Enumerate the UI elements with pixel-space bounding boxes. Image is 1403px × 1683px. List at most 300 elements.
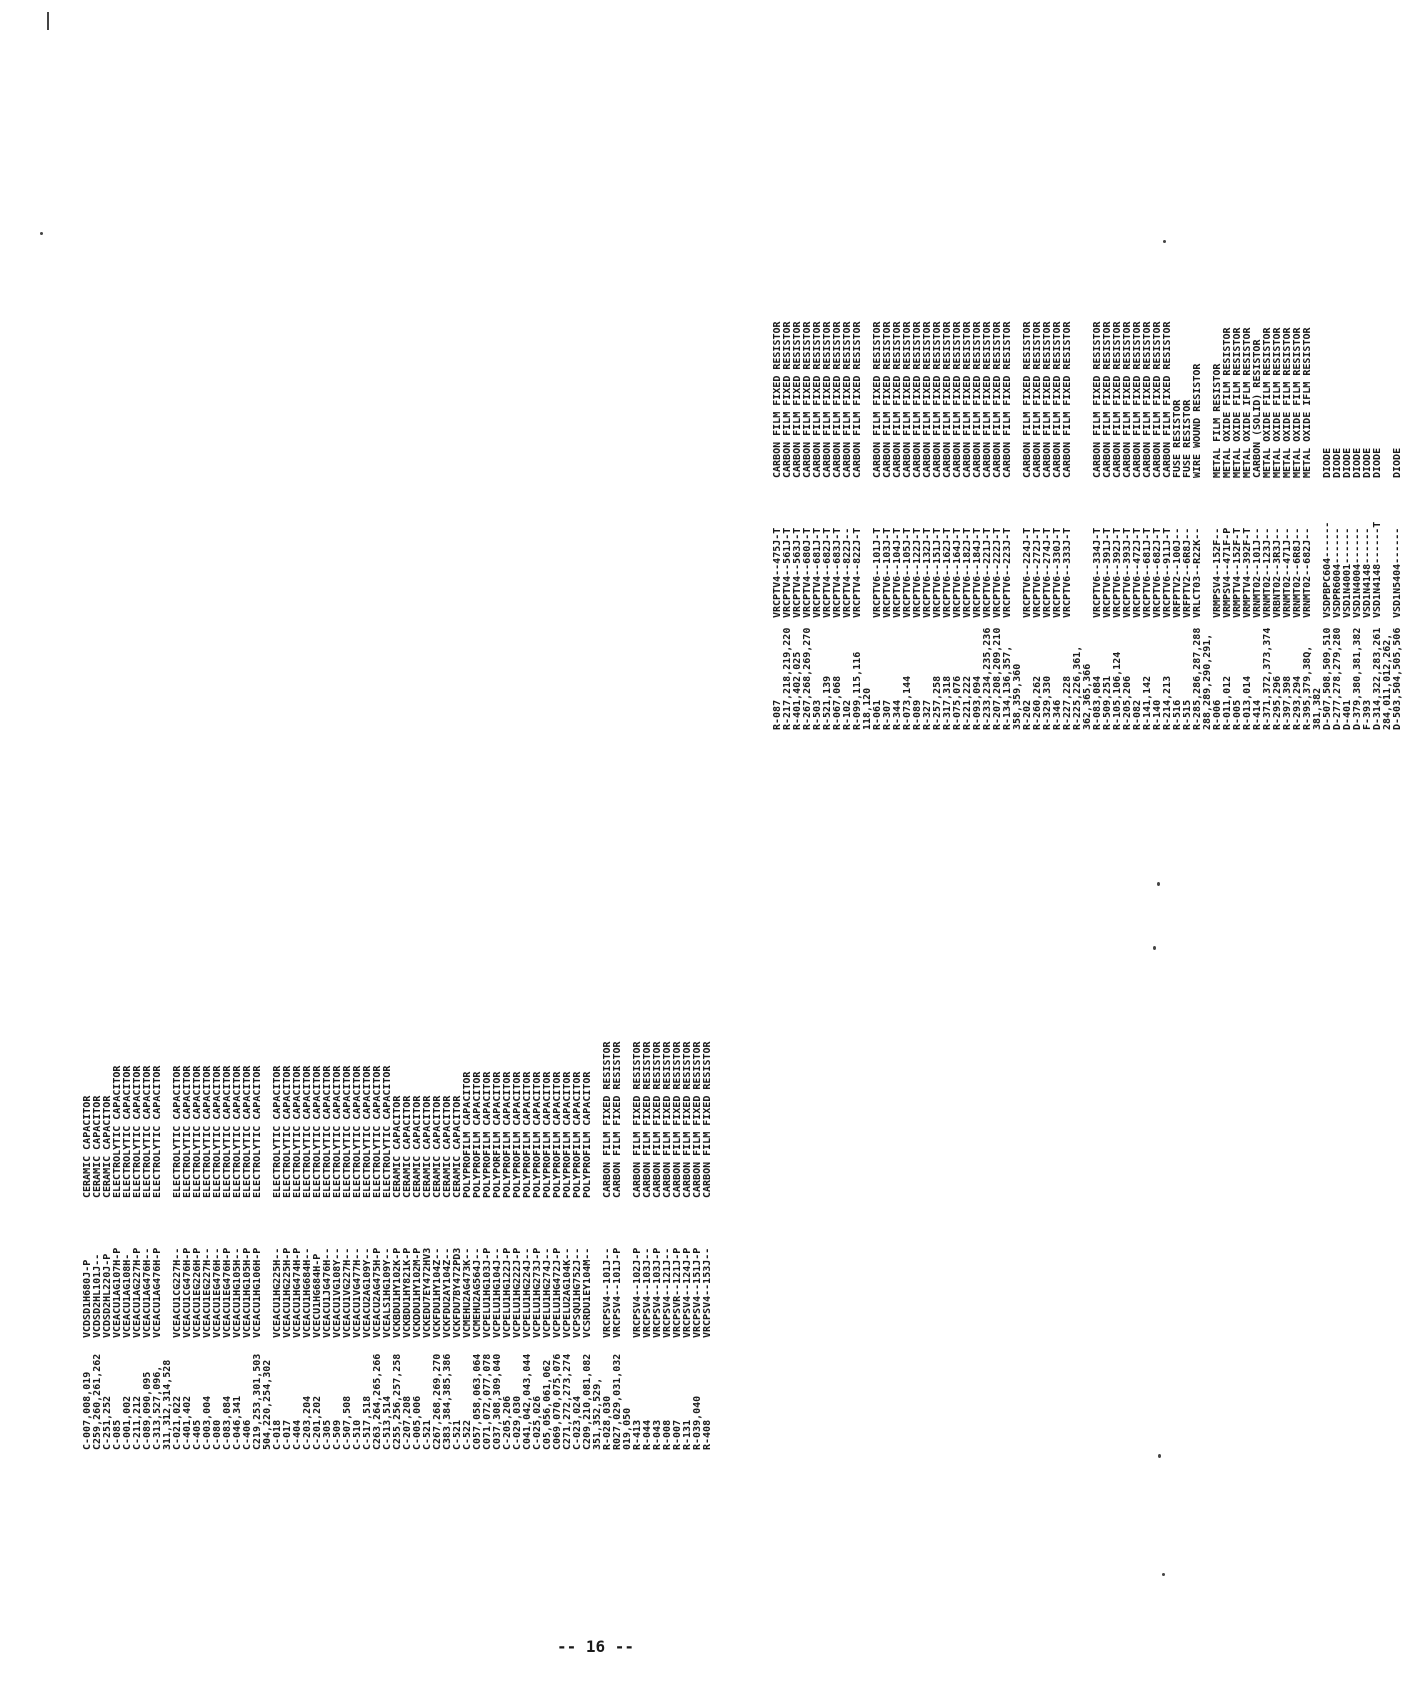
part-part: VCEACU1VG227H-- <box>342 1247 353 1338</box>
part-desc: ELECTROLYTIC CAPACITOR <box>342 1065 353 1198</box>
part-desc: ELECTROLYTIC CAPACITOR <box>322 1065 333 1198</box>
part-part: VRNMT02--6R8J-- <box>1292 527 1303 618</box>
part-row <box>93 1008 103 1450</box>
part-part: VRCPTV6--223J-T <box>1002 527 1013 618</box>
part-part: VCEACU1JG476H-- <box>322 1247 333 1338</box>
part-desc: ELECTROLYTIC CAPACITOR <box>122 1065 133 1198</box>
part-desc: CARBON FILM FIXED RESISTOR <box>1052 321 1063 478</box>
part-part: VCEACU1AG476H-- <box>142 1247 153 1338</box>
part-desc: CARBON FILM FIXED RESISTOR <box>872 321 883 478</box>
part-part: VCEALS1HG109Y-- <box>382 1247 393 1338</box>
part-desc: CERAMIC CAPACITOR <box>392 1095 403 1198</box>
part-part: VSDPR6004------ <box>1332 527 1343 618</box>
part-ref: R-346 <box>1052 699 1063 730</box>
part-ref: R-221,222 <box>962 675 973 730</box>
part-part: VRMPTV4--152F-T <box>1232 527 1243 618</box>
part-ref: C-201,202 <box>312 1395 323 1450</box>
part-part: VCPELU1HG122J-P <box>502 1247 513 1338</box>
part-desc: ELECTROLYTIC CAPACITOR <box>302 1065 313 1198</box>
part-desc: CARBON FILM FIXED RESISTOR <box>812 321 823 478</box>
part-part: VSD1N5404------ <box>1392 527 1403 618</box>
part-desc: ELECTROLYTIC CAPACITOR <box>242 1065 253 1198</box>
part-ref: R-293,294 <box>1292 675 1303 730</box>
part-ref: R-217,218,219,220 <box>782 627 793 730</box>
part-ref: R-005 <box>1232 699 1243 730</box>
part-part: VRCPSV4--153J-- <box>702 1247 713 1338</box>
part-ref: R-028,030 <box>602 1395 613 1450</box>
part-ref: R-285,286,287,288 <box>1192 627 1203 730</box>
part-part: VRCPTV6--911J-T <box>1162 527 1173 618</box>
part-part: VRCPTV6--272J-T <box>1032 527 1043 618</box>
part-desc: CARBON FILM FIXED RESISTOR <box>912 321 923 478</box>
part-ref: C-211,212 <box>132 1395 143 1450</box>
part-ref: 311,312,314,528 <box>162 1359 173 1450</box>
part-part: VCEACU1HG225H-- <box>272 1247 283 1338</box>
part-part: VRNMT02--682J-- <box>1302 527 1313 618</box>
part-part: VCPELU1HG224J-- <box>522 1247 533 1338</box>
part-desc: CARBON FILM FIXED RESISTOR <box>1062 321 1073 478</box>
part-desc: ELECTROLYTIC CAPACITOR <box>182 1065 193 1198</box>
part-part: VRLCT03--R22K-- <box>1192 527 1203 618</box>
page-number: -- 16 -- <box>556 1637 635 1656</box>
part-ref: R-260,262 <box>1032 675 1043 730</box>
part-ref: R-233,234,235,236 <box>982 627 993 730</box>
part-ref: R-401,402,025 <box>792 651 803 730</box>
part-desc: FUSE RESISTOR <box>1182 399 1193 478</box>
part-part: VRNMT02--471J-- <box>1282 527 1293 618</box>
part-ref: C071,072,077,078 <box>482 1353 493 1450</box>
part-desc: WIRE WOUND RESISTOR <box>1192 363 1203 478</box>
part-desc: CARBON FILM FIXED RESISTOR <box>1042 321 1053 478</box>
part-desc: CARBON FILM FIXED RESISTOR <box>772 321 783 478</box>
part-ref: R-225,226,361, <box>1072 645 1083 730</box>
part-ref: R-327 <box>922 699 933 730</box>
part-ref: R-408 <box>702 1419 713 1450</box>
part-ref: D-314,322,283,261 <box>1372 627 1383 730</box>
part-ref: R-207,208,209,210 <box>992 627 1003 730</box>
part-desc: DIODE <box>1322 447 1333 478</box>
part-part: VRCPTV6--105J-T <box>902 527 913 618</box>
right-parts-list <box>773 288 1403 730</box>
part-part: VRMPSV4--152F-- <box>1212 527 1223 618</box>
part-part: VCMEHU2AG564J-- <box>472 1247 483 1338</box>
part-ref: C-404 <box>292 1419 303 1450</box>
part-desc: CARBON FILM FIXED RESISTOR <box>882 321 893 478</box>
part-ref: R-267,268,269,270 <box>802 627 813 730</box>
scan-speck <box>1162 1573 1165 1576</box>
part-row <box>393 1008 403 1450</box>
part-desc: CARBON FILM FIXED RESISTOR <box>602 1041 613 1198</box>
part-row <box>413 1008 423 1450</box>
part-ref: C-089,090,095 <box>142 1371 153 1450</box>
part-desc: ELECTROLYTIC CAPACITOR <box>172 1065 183 1198</box>
part-desc: CERAMIC CAPACITOR <box>92 1095 103 1198</box>
part-desc: CARBON FILM FIXED RESISTOR <box>992 321 1003 478</box>
part-desc: METAL OXIDE FILM RESISTOR <box>1272 327 1283 478</box>
part-ref: R-131 <box>682 1419 693 1450</box>
part-ref: R-307 <box>882 699 893 730</box>
part-desc: POLYPROFILM CAPACITOR <box>542 1071 553 1198</box>
part-desc: CARBON FILM FIXED RESISTOR <box>932 321 943 478</box>
part-ref: R-075,076 <box>952 675 963 730</box>
part-ref: R-257,258 <box>932 675 943 730</box>
part-ref: C-313,527,096, <box>152 1365 163 1450</box>
part-ref: R-141,142 <box>1142 675 1153 730</box>
part-ref: R-087 <box>772 699 783 730</box>
part-part: VCEACU1CG227H-- <box>172 1247 183 1338</box>
part-ref: R-503 <box>812 699 823 730</box>
part-ref: C-018 <box>272 1419 283 1450</box>
part-ref: R-011,012 <box>1222 675 1233 730</box>
part-ref: 381,382 <box>1312 687 1323 730</box>
part-desc: CARBON FILM FIXED RESISTOR <box>692 1041 703 1198</box>
scan-speck <box>1158 1454 1161 1458</box>
part-ref: D-379,380,381,382 <box>1352 627 1363 730</box>
part-ref: R-067,068 <box>832 675 843 730</box>
part-desc: ELECTROLYTIC CAPACITOR <box>252 1065 263 1198</box>
part-desc: CARBON FILM FIXED RESISTOR <box>1102 321 1113 478</box>
part-ref: R-227,228 <box>1062 675 1073 730</box>
part-ref: C-007,008,019 <box>82 1371 93 1450</box>
part-ref: C037,308,309,040 <box>492 1353 503 1450</box>
part-part: VRCPTV6--391J-T <box>1102 527 1113 618</box>
part-ref: R-205,206 <box>1122 675 1133 730</box>
part-ref: D-503,504,505,506 <box>1392 627 1403 730</box>
part-ref: R-329,330 <box>1042 675 1053 730</box>
part-part: VCEACU1HG105H-P <box>242 1247 253 1338</box>
part-desc: ELECTROLYTIC CAPACITOR <box>382 1065 393 1198</box>
part-ref: C-003,004 <box>202 1395 213 1450</box>
part-desc: POLYPROFILM CAPACITOR <box>572 1071 583 1198</box>
part-ref: R-371,372,373,374 <box>1262 627 1273 730</box>
part-part: VCDSD1H680J-P <box>82 1259 93 1338</box>
part-desc: ELECTROLYTIC CAPACITOR <box>192 1065 203 1198</box>
part-desc: CARBON FILM FIXED RESISTOR <box>1122 321 1133 478</box>
part-part <box>1073 478 1083 618</box>
part-ref: R-140 <box>1152 699 1163 730</box>
part-desc: CERAMIC CAPACITOR <box>452 1095 463 1198</box>
part-part: VRNMT02--123J-- <box>1262 527 1273 618</box>
part-ref: R-509,251 <box>1102 675 1113 730</box>
part-part: VCEACU1VG108Y-- <box>332 1247 343 1338</box>
part-desc: CARBON FILM FIXED RESISTOR <box>642 1041 653 1198</box>
part-part: VRCPTV6--103J-T <box>882 527 893 618</box>
part-part: VRCPTV6--104J-T <box>892 527 903 618</box>
part-ref: C209,210,081,082 <box>582 1353 593 1450</box>
part-ref: C05,056,061,062 <box>542 1359 553 1450</box>
part-desc: CARBON FILM FIXED RESISTOR <box>852 321 863 478</box>
part-part: VRCPSVR--121J-P <box>672 1247 683 1338</box>
part-desc: POLYPROFILM CAPACITOR <box>582 1071 593 1198</box>
part-part: VRFPTV2--100J-- <box>1172 527 1183 618</box>
part-ref: R-413 <box>632 1419 643 1450</box>
part-part: VRBNT02--3R3J-- <box>1272 527 1283 618</box>
part-desc: CARBON FILM FIXED RESISTOR <box>962 321 973 478</box>
part-row <box>1203 288 1213 730</box>
part-desc: CERAMIC CAPACITOR <box>432 1095 443 1198</box>
part-desc: METAL OXIDE FILM RESISTOR <box>1292 327 1303 478</box>
part-desc: CERAMIC CAPACITOR <box>442 1095 453 1198</box>
part-ref: C-406 <box>242 1419 253 1450</box>
part-part: VCEACU1HG474H-P <box>292 1247 303 1338</box>
part-ref: C383,384,385,386 <box>442 1353 453 1450</box>
part-desc: CARBON FILM FIXED RESISTOR <box>972 321 983 478</box>
part-part: VRCPTV4--682J-T <box>822 527 833 618</box>
part-row <box>853 288 863 730</box>
part-part: VRCPTV6--274J-T <box>1042 527 1053 618</box>
part-part: VRCPTV6--682J-T <box>1152 527 1163 618</box>
part-part: VRCPSV4--151J-P <box>692 1247 703 1338</box>
scan-speck <box>40 232 43 235</box>
part-desc: CARBON FILM FIXED RESISTOR <box>782 321 793 478</box>
part-desc: CARBON FILM FIXED RESISTOR <box>802 321 813 478</box>
part-part: VCEACU1EG476H-P <box>222 1247 233 1338</box>
part-desc: CARBON FILM FIXED RESISTOR <box>892 321 903 478</box>
part-desc: CERAMIC CAPACITOR <box>102 1095 113 1198</box>
part-part: VRCPTV4--822J-T <box>852 527 863 618</box>
part-ref: C-521 <box>422 1419 433 1450</box>
part-desc: POLYPROFILM CAPACITOR <box>562 1071 573 1198</box>
part-part: VRCPTV4--561J-T <box>782 527 793 618</box>
part-part: VSDPBPC604------ <box>1322 521 1333 618</box>
part-desc: ELECTROLYTIC CAPACITOR <box>142 1065 153 1198</box>
part-ref: R-414 <box>1252 699 1263 730</box>
part-desc: POLYPROFILM CAPACITOR <box>472 1071 483 1198</box>
part-desc: METAL OXIDE FILM RESISTOR <box>1232 327 1243 478</box>
part-part: VSD1N4148------T <box>1372 521 1383 618</box>
part-desc: CARBON FILM FIXED RESISTOR <box>702 1041 713 1198</box>
part-part: VRCPSV4--103J-- <box>642 1247 653 1338</box>
part-ref: C041,042,043,044 <box>522 1353 533 1450</box>
part-desc: POLYPROFILM CAPACITOR <box>522 1071 533 1198</box>
part-ref: C-509 <box>332 1419 343 1450</box>
part-ref: R-134,136,357, <box>1002 645 1013 730</box>
part-ref: R-082 <box>1132 699 1143 730</box>
part-desc: CARBON FILM FIXED RESISTOR <box>672 1041 683 1198</box>
part-ref: C-083,084 <box>222 1395 233 1450</box>
part-desc: CARBON FILM FIXED RESISTOR <box>1142 321 1153 478</box>
part-part: VRCPTV6--184J-T <box>972 527 983 618</box>
part-part: VCPELU1HG222J-P <box>512 1247 523 1338</box>
part-ref: R-295,296 <box>1272 675 1283 730</box>
part-desc: CARBON FILM FIXED RESISTOR <box>1152 321 1163 478</box>
part-desc: CARBON FILM FIXED RESISTOR <box>652 1041 663 1198</box>
part-part: VRCPTV6--122J-T <box>912 527 923 618</box>
part-part: VRCPTV4--681J-T <box>812 527 823 618</box>
part-part: VCECU1HG684H-P <box>312 1253 323 1338</box>
part-desc: CARBON FILM FIXED RESISTOR <box>612 1041 623 1198</box>
part-ref: R-344 <box>892 699 903 730</box>
part-ref: F-393 <box>1362 699 1373 730</box>
part-desc: DIODE <box>1392 447 1403 478</box>
part-ref: R-105,106,124 <box>1112 651 1123 730</box>
part-ref: C057,058,063,064 <box>472 1353 483 1450</box>
part-desc: POLYPROFILM CAPACITOR <box>552 1071 563 1198</box>
part-part: VSD1N4148------ <box>1362 527 1373 618</box>
part-part: VRCPTV6--681J-T <box>1142 527 1153 618</box>
part-part: VCEACU1HG225H-P <box>282 1247 293 1338</box>
part-ref: R-073,144 <box>902 675 913 730</box>
part-desc: CERAMIC CAPACITOR <box>402 1095 413 1198</box>
part-ref: R-102 <box>842 699 853 730</box>
part-part: VCPELU1HG274J-- <box>542 1247 553 1338</box>
part-ref: R-395,379,38Q, <box>1302 645 1313 730</box>
part-ref: R-397,398 <box>1282 675 1293 730</box>
part-part: VCEACU1AG108H- <box>122 1253 133 1338</box>
part-part: VRCPTV4--475J-T <box>772 527 783 618</box>
part-part: VCKBDU1HY821K-P <box>402 1247 413 1338</box>
part-desc: ELECTROLYTIC CAPACITOR <box>222 1065 233 1198</box>
part-desc: CARBON FILM FIXED RESISTOR <box>982 321 993 478</box>
part-ref: C-021,022 <box>172 1395 183 1450</box>
part-part: VRCPTV6--132J-T <box>922 527 933 618</box>
part-ref: 118,120 <box>862 687 873 730</box>
part-desc: DIODE <box>1362 447 1373 478</box>
part-ref: 351,352,529, <box>592 1377 603 1450</box>
part-desc: CARBON FILM FIXED RESISTOR <box>822 321 833 478</box>
part-ref: R-006 <box>1212 699 1223 730</box>
part-part: VCKFDU1HY104Z-- <box>432 1247 443 1338</box>
part-part: VCEACU2AG109Y-- <box>362 1247 373 1338</box>
part-ref: R-214,213 <box>1162 675 1173 730</box>
part-desc: CARBON FILM FIXED RESISTOR <box>662 1041 673 1198</box>
part-desc: CERAMIC CAPACITOR <box>82 1095 93 1198</box>
part-desc: CARBON FILM FIXED RESISTOR <box>942 321 953 478</box>
part-ref: C271,272,273,274 <box>562 1353 573 1450</box>
scan-speck <box>47 12 49 30</box>
part-part: VRCPTV6--392J-T <box>1112 527 1123 618</box>
part-desc: POLYPORFILM CAPACITOR <box>492 1071 503 1198</box>
part-part: VCKEDU7EY472HV3 <box>422 1247 433 1338</box>
part-part: VCMEHU2AG473K-- <box>462 1247 473 1338</box>
scan-speck <box>1157 882 1160 886</box>
part-ref: C-521 <box>452 1419 463 1450</box>
part-part: VCKFDU2AY104Z-- <box>442 1247 453 1338</box>
part-desc: CARBON FILM FIXED RESISTOR <box>682 1041 693 1198</box>
part-desc: CARBON FILM FIXED RESISTOR <box>1132 321 1143 478</box>
part-desc: ELECTROLYTIC CAPACITOR <box>212 1065 223 1198</box>
part-ref: R-202 <box>1022 699 1033 730</box>
part-ref: R-317,318 <box>942 675 953 730</box>
part-ref: C259,260,261,262 <box>92 1353 103 1450</box>
part-ref: C255,256,257,258 <box>392 1353 403 1450</box>
part-desc: POLYPROFILM CAPACITOR <box>532 1071 543 1198</box>
part-desc: METAL OXIDE IFLM RESISTOR <box>1302 327 1313 478</box>
part-desc: CARBON (SOLID) RESISTOR <box>1252 339 1263 478</box>
part-desc: CARBON FILM FIXED RESISTOR <box>1022 321 1033 478</box>
part-ref: R-083,084 <box>1092 675 1103 730</box>
part-part: VRCPTV6--151J-T <box>932 527 943 618</box>
part-part: VCEACU1EG227H-- <box>202 1247 213 1338</box>
part-part: VRCPTV6--221J-T <box>982 527 993 618</box>
part-part: VRCPTV6--222J-T <box>992 527 1003 618</box>
scan-speck <box>1153 946 1156 950</box>
part-ref: R-007 <box>672 1419 683 1450</box>
part-part: VRMPSV4--471F-P <box>1222 527 1233 618</box>
part-part: VRCPTV6--472J-T <box>1132 527 1143 618</box>
part-desc: CARBON FILM FIXED RESISTOR <box>952 321 963 478</box>
part-ref: C-513,514 <box>382 1395 393 1450</box>
part-desc: ELECTROLYTIC CAPACITOR <box>272 1065 283 1198</box>
part-row <box>1333 288 1343 730</box>
part-ref: R-039,040 <box>692 1395 703 1450</box>
part-part: VCPELU1HG273J-P <box>532 1247 543 1338</box>
part-ref: R-521,139 <box>822 675 833 730</box>
part-row <box>1393 288 1403 730</box>
part-ref: C-023,024 <box>572 1395 583 1450</box>
part-ref: C263,264,265,266 <box>372 1353 383 1450</box>
part-desc: CARBON FILM FIXED RESISTOR <box>632 1041 643 1198</box>
part-row <box>1173 288 1183 730</box>
part-part: VRCPSV4--103J-P <box>652 1247 663 1338</box>
part-ref: C-401,402 <box>182 1395 193 1450</box>
part-desc: ELECTROLYTIC CAPACITOR <box>152 1065 163 1198</box>
part-desc: CARBON FILM FIXED RESISTOR <box>1112 321 1123 478</box>
part-part: VCKFDU7BY472PD3 <box>452 1247 463 1338</box>
part-ref: 362,365,366 <box>1082 663 1093 730</box>
part-ref: D-507,508,509,510 <box>1322 627 1333 730</box>
part-ref: C-205,206 <box>502 1395 513 1450</box>
part-desc: CARBON FILM FIXED RESISTOR <box>1092 321 1103 478</box>
part-ref: 019,050 <box>622 1407 633 1450</box>
part-ref: C-522 <box>462 1419 473 1450</box>
scan-speck <box>1163 240 1166 243</box>
part-part: VRCPTV6--334J-T <box>1092 527 1103 618</box>
part-desc: DIODE <box>1332 447 1343 478</box>
part-ref: R-044 <box>642 1419 653 1450</box>
part-part: VCDSD2HL101J-- <box>92 1253 103 1338</box>
part-desc: ELECTROLYTIC CAPACITOR <box>352 1065 363 1198</box>
part-ref: 504,220,254,302 <box>262 1359 273 1450</box>
part-ref: C-207,208 <box>402 1395 413 1450</box>
part-row <box>613 1008 623 1450</box>
part-ref: C-025,026 <box>532 1395 543 1450</box>
part-row <box>443 1008 453 1450</box>
part-part: VRCPTV4--680J-T <box>802 527 813 618</box>
part-part: VCEACU1CG476H-P <box>182 1247 193 1338</box>
part-desc: METAL FILM RESISTOR <box>1212 363 1223 478</box>
part-part: VRCPTV6--224J-T <box>1022 527 1033 618</box>
part-ref: R-089 <box>912 699 923 730</box>
part-part: VSD1N4004------ <box>1352 527 1363 618</box>
part-ref: R-013,014 <box>1242 675 1253 730</box>
part-part: VRCPTV6--333J-T <box>1062 527 1073 618</box>
part-row <box>1163 288 1173 730</box>
part-desc: CARBON FILM FIXED RESISTOR <box>792 321 803 478</box>
part-desc: ELECTROLYTIC CAPACITOR <box>202 1065 213 1198</box>
part-ref: R-099,115,116 <box>852 651 863 730</box>
part-ref: 358,359,360 <box>1012 663 1023 730</box>
part-ref: C-080 <box>212 1419 223 1450</box>
part-desc: ELECTROLYTIC CAPACITOR <box>292 1065 303 1198</box>
part-part: VCKDDU1HY102M-P <box>412 1247 423 1338</box>
part-part: VCEACU1AG476H-P <box>152 1247 163 1338</box>
part-desc: ELECTROLYTIC CAPACITOR <box>112 1065 123 1198</box>
part-part: VCPELU1HG104J-- <box>492 1247 503 1338</box>
part-part: VRCPSV4--121J-- <box>662 1247 673 1338</box>
part-ref: C-405 <box>192 1419 203 1450</box>
part-row <box>403 1008 413 1450</box>
part-part: VCEACU1HG105H-- <box>232 1247 243 1338</box>
part-desc: ELECTROLYTIC CAPACITOR <box>132 1065 143 1198</box>
part-part: VRCPTV6--101J-T <box>872 527 883 618</box>
part-desc <box>1073 288 1083 478</box>
part-part: VRCPTV4--563J-T <box>792 527 803 618</box>
part-desc: METAL OXIDE IFLM RESISTOR <box>1242 327 1253 478</box>
part-part: VCPSQU1HG752J-- <box>572 1247 583 1338</box>
part-ref: R-515 <box>1182 699 1193 730</box>
part-part: VRCPSV4--101J-P <box>612 1247 623 1338</box>
